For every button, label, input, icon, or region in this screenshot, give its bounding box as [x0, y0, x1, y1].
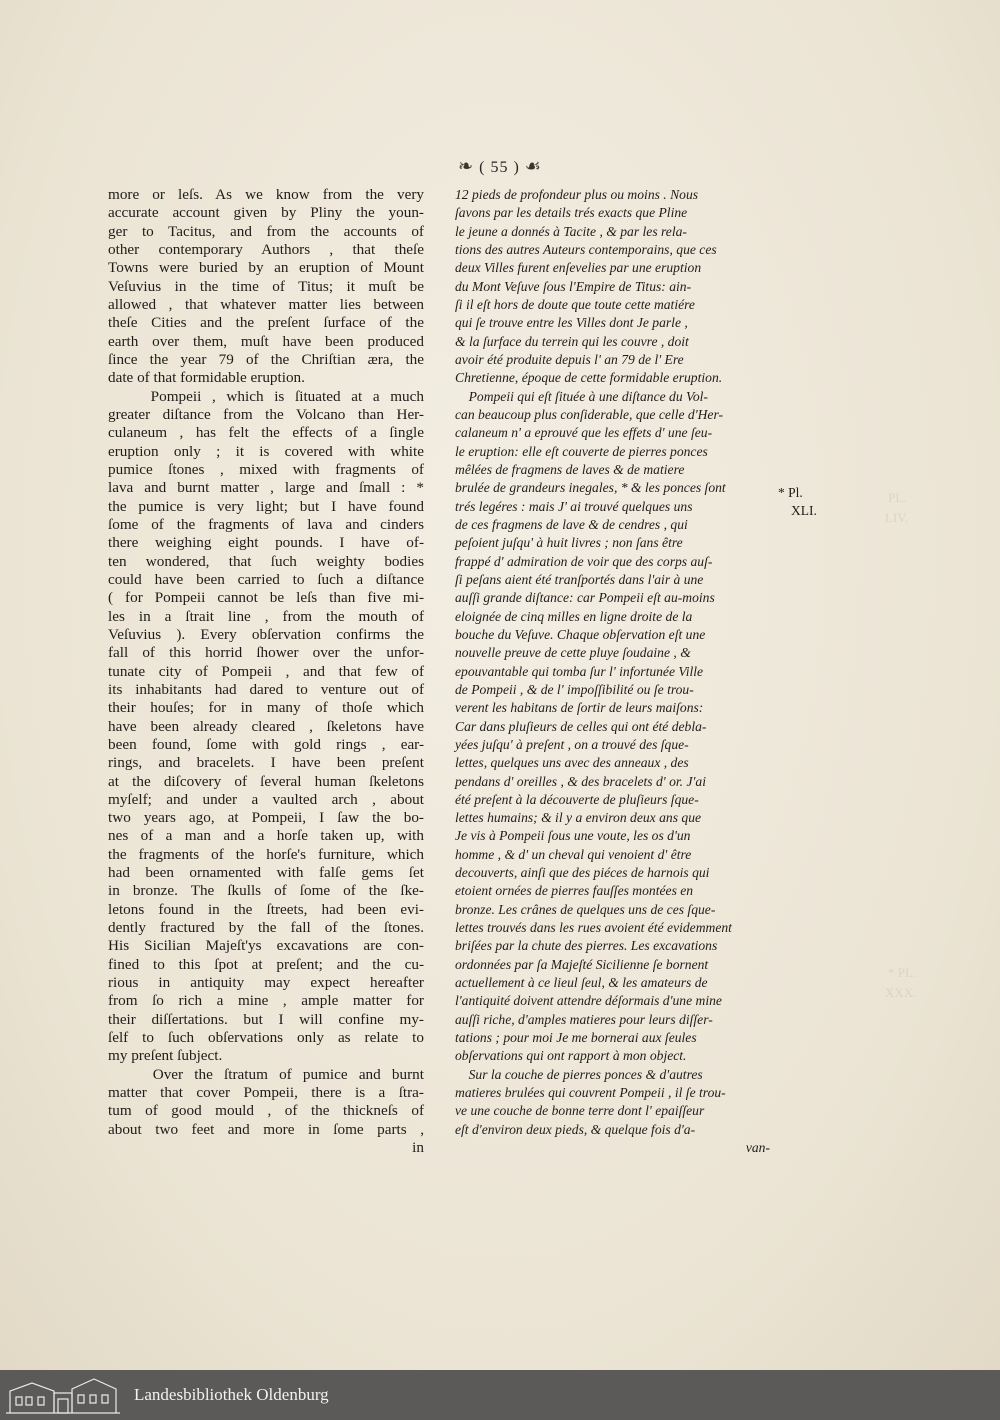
text-line: ſavons par les details trés exacts que Pline	[455, 205, 688, 221]
text-line: qui ſe trouve entre les Villes dont Je parle ,	[455, 315, 688, 331]
plate-reference-line: XLI.	[791, 503, 817, 518]
text-line: pumice ſtones , mixed with fragments of	[108, 460, 424, 478]
text-line: at the diſcovery of ſeveral human ſkeletons	[108, 772, 424, 790]
library-building-logo-icon	[2, 1373, 124, 1417]
text-line: deux Villes furent enſevelies par une eruption	[455, 260, 702, 276]
page-header	[0, 156, 1000, 177]
text-line: ſince the year 79 of the Chriſtian æra, the	[108, 350, 424, 368]
text-line: its inhabitants had dared to venture out of	[108, 680, 424, 698]
text-line: ſi il eſt hors de doute que toute cette matiére	[455, 296, 695, 312]
text-line: le eruption: elle eſt couverte de pierres ponces	[455, 443, 708, 459]
text-line: been found, ſome with gold rings , ear-	[108, 735, 424, 753]
text-line: nes of a man and a horſe taken up, with	[108, 827, 424, 845]
text-line: eſt d'environ deux pieds, & quelque fois d'a-	[455, 1121, 696, 1137]
text-line: had been ornamented with falſe gems ſet	[108, 864, 424, 882]
text-line: the fragments of the horſe's furniture, which	[108, 845, 424, 863]
text-line: rious in antiquity may expect hereafter	[108, 974, 424, 992]
text-line: about two feet and more in ſome parts ,	[108, 1120, 424, 1138]
text-line: fall of this horrid ſhower over the unfor-	[108, 644, 424, 662]
text-line: culaneum , has felt the effects of a ſingle	[108, 424, 424, 442]
text-line: can beaucoup plus conſiderable, que celle d'Her-	[455, 406, 724, 422]
text-line: matieres brulées qui couvrent Pompeii , il ſe trou-	[455, 1085, 726, 1101]
text-line: auſſi grande diſtance: car Pompeii eſt au-moins	[455, 590, 715, 606]
text-line: epouvantable qui tomba ſur l' infortunée Ville	[455, 663, 704, 679]
english-column	[108, 186, 424, 1157]
text-line: other contemporary Authors , that theſe	[108, 240, 424, 258]
text-line: le jeune a donnés à Tacite , & par les rela-	[455, 223, 687, 239]
text-line: rings, and bracelets. I have been preſent	[108, 754, 424, 772]
text-line: bouche du Veſuve. Chaque obſervation eſt une	[455, 626, 706, 642]
library-footer	[0, 1370, 1000, 1420]
text-line: van-	[745, 1140, 770, 1156]
bleed-through-mark: LIV.	[885, 510, 909, 525]
text-line: decouverts, ainſi que des piéces de harnois qui	[455, 865, 710, 881]
text-line: from ſo rich a mine , ample matter for	[108, 992, 424, 1010]
text-line: peſoient juſqu' à huit livres ; non ſans être	[455, 535, 683, 551]
text-line: Pompeii qui eſt ſituée à une diſtance du Vol-	[455, 388, 708, 404]
text-line: Car dans pluſieurs de celles qui ont été debla-	[455, 718, 707, 734]
text-line: été preſent à la découverte de pluſieurs ſque-	[455, 791, 699, 807]
text-line: actuellement à ce lieul ſeul, & les amateurs de	[455, 975, 708, 991]
text-line: ger to Tacitus, and from the accounts of	[108, 222, 424, 240]
text-line: verent les habitans de ſortir de leurs maiſons:	[455, 700, 704, 716]
bleed-through-mark: * PL.	[888, 965, 917, 980]
text-line: His Sicilian Majeſt'ys excavations are con-	[108, 937, 424, 955]
text-line: tions des autres Auteurs contemporains, que ces	[455, 241, 717, 257]
text-line: tum of good mould , of the thickneſs of	[108, 1102, 424, 1120]
text-line: bronze. Les crânes de quelques uns de ces ſque-	[455, 901, 716, 917]
text-line: two years ago, at Pompeii, I ſaw the bo-	[108, 809, 424, 827]
text-line: auſſi riche, d'amples matieres pour leurs diſſer-	[455, 1011, 713, 1027]
text-line: tations ; pour moi Je me bornerai aux ſeules	[455, 1030, 697, 1046]
bleed-through-mark: XXX.	[885, 985, 917, 1000]
text-line: lettes trouvés dans les rues avoient été evidemment	[455, 920, 732, 936]
fleuron-right-icon: ☙	[524, 156, 542, 176]
text-line: 12 pieds de profondeur plus ou moins . Nous	[455, 187, 699, 202]
text-line: lettes humains; & il y a environ deux ans que	[455, 810, 702, 826]
text-line: Towns were buried by an eruption of Mount	[108, 259, 424, 277]
text-line: Over the ſtratum of pumice and burnt	[108, 1065, 424, 1083]
text-line: du Mont Veſuve ſous l'Empire de Titus: ain-	[455, 278, 692, 294]
text-line: tunate city of Pompeii , and that few of	[108, 662, 424, 680]
text-line: could have been carried to ſuch a diſtance	[108, 570, 424, 588]
text-line: letons found in the ſtreets, had been evi-	[108, 900, 424, 918]
text-line: & la ſurface du terrein qui les couvre , doit	[455, 333, 689, 349]
text-line: in bronze. The ſkulls of ſome of the ſke-	[108, 882, 424, 900]
text-line: matter that cover Pompeii, there is a ſtra-	[108, 1084, 424, 1102]
text-line: Sur la couche de pierres ponces & d'autres	[455, 1066, 703, 1082]
text-line: Veſuvius ). Every obſervation confirms the	[108, 625, 424, 643]
fleuron-left-icon: ❧	[458, 156, 475, 176]
text-line: greater diſtance from the Volcano than Her-	[108, 405, 424, 423]
text-line: date of that formidable eruption.	[108, 369, 305, 387]
text-line: calaneum n' a eprouvé que les effets d' une ſeu-	[455, 425, 713, 441]
text-line: theſe Cities and the preſent ſurface of the	[108, 314, 424, 332]
text-line: dently fractured by the fall of the ſtones.	[108, 919, 424, 937]
text-line: have been already cleared , ſkeletons have	[108, 717, 424, 735]
text-line: homme , & d' un cheval qui venoient d' être	[455, 846, 692, 862]
text-line: lava and burnt matter , large and ſmall : *	[108, 479, 424, 497]
text-line: l'antiquité doivent attendre déſormais d'une mine	[455, 993, 722, 1009]
text-line: ordonnées par ſa Majeſté Sicilienne ſe bornent	[455, 956, 709, 972]
text-line: eruption only ; it is covered with white	[108, 442, 424, 460]
text-line: earth over them, muſt have been produced	[108, 332, 424, 350]
text-line: les in a ſtrait line , from the mouth of	[108, 607, 424, 625]
text-line: brulée de grandeurs inegales, * & les ponces ſont	[455, 480, 726, 496]
text-line: there weighing eight pounds. I have of-	[108, 534, 424, 552]
text-line: Pompeii , which is ſituated at a much	[108, 387, 424, 405]
text-line: etoient ornées de pierres fauſſes montées en	[455, 883, 694, 899]
text-line: allowed , that whatever matter lies between	[108, 295, 424, 313]
text-line: trés legéres : mais J' ai trouvé quelques uns	[455, 498, 693, 514]
french-column	[455, 186, 770, 1157]
library-name: Landesbibliothek Oldenburg	[134, 1385, 329, 1404]
text-line: nouvelle preuve de cette pluye ſoudaine , &	[455, 645, 691, 661]
text-line: my preſent ſubject.	[108, 1047, 223, 1065]
text-line: ve une couche de bonne terre dont l' epaiſſeur	[455, 1103, 705, 1119]
text-line: in	[412, 1139, 424, 1157]
text-line: lettes, quelques uns avec des anneaux , des	[455, 755, 689, 771]
text-line: eloignée de cinq milles en ligne droite de la	[455, 608, 693, 624]
text-line: ſelf to ſuch obſervations only as relate to	[108, 1029, 424, 1047]
text-line: the pumice is very light; but I have found	[108, 497, 424, 515]
text-line: Chretienne, époque de cette formidable eruption.	[455, 370, 723, 386]
plate-reference-note	[778, 484, 817, 520]
plate-reference-line: * Pl.	[778, 485, 803, 500]
text-line: ſi peſans aient été tranſportés dans l'air à une	[455, 571, 704, 587]
text-line: ſome of the fragments of lava and cinders	[108, 515, 424, 533]
bleed-through-mark: PL.	[888, 490, 907, 505]
text-line: accurate account given by Pliny the youn-	[108, 204, 424, 222]
page-number: ( 55 )	[479, 159, 520, 176]
text-line: myſelf; and under a vaulted arch , about	[108, 790, 424, 808]
text-line: more or leſs. As we know from the very	[108, 186, 424, 203]
text-line: ten wondered, that ſuch weighty bodies	[108, 552, 424, 570]
text-line: de ces fragmens de lave & de cendres , qui	[455, 516, 688, 532]
text-line: obſervations qui ont rapport à mon object.	[455, 1048, 687, 1064]
text-line: their diſſertations. but I will confine my-	[108, 1010, 424, 1028]
text-line: yées juſqu' à preſent , on a trouvé des ſque-	[455, 736, 689, 752]
text-line: de Pompeii , & de l' impoſſibilité ou ſe trou-	[455, 681, 694, 697]
text-line: briſées par la chute des pierres. Les excavations	[455, 938, 718, 954]
text-line: mêlées de fragmens de laves & de matiere	[455, 461, 685, 477]
text-line: ( for Pompeii cannot be leſs than five mi-	[108, 589, 424, 607]
text-line: pendans d' oreilles , & des bracelets d' or. J'ai	[455, 773, 706, 789]
text-line: their houſes; for in many of thoſe which	[108, 699, 424, 717]
text-line: frappé d' admiration de voir que des corps auſ-	[455, 553, 713, 569]
text-line: Veſuvius in the time of Titus; it muſt be	[108, 277, 424, 295]
text-line: avoir été produite depuis l' an 79 de l' Ere	[455, 351, 684, 367]
text-line: Je vis à Pompeii ſous une voute, les os d'un	[455, 828, 691, 844]
text-line: fined to this ſpot at preſent; and the cu-	[108, 955, 424, 973]
